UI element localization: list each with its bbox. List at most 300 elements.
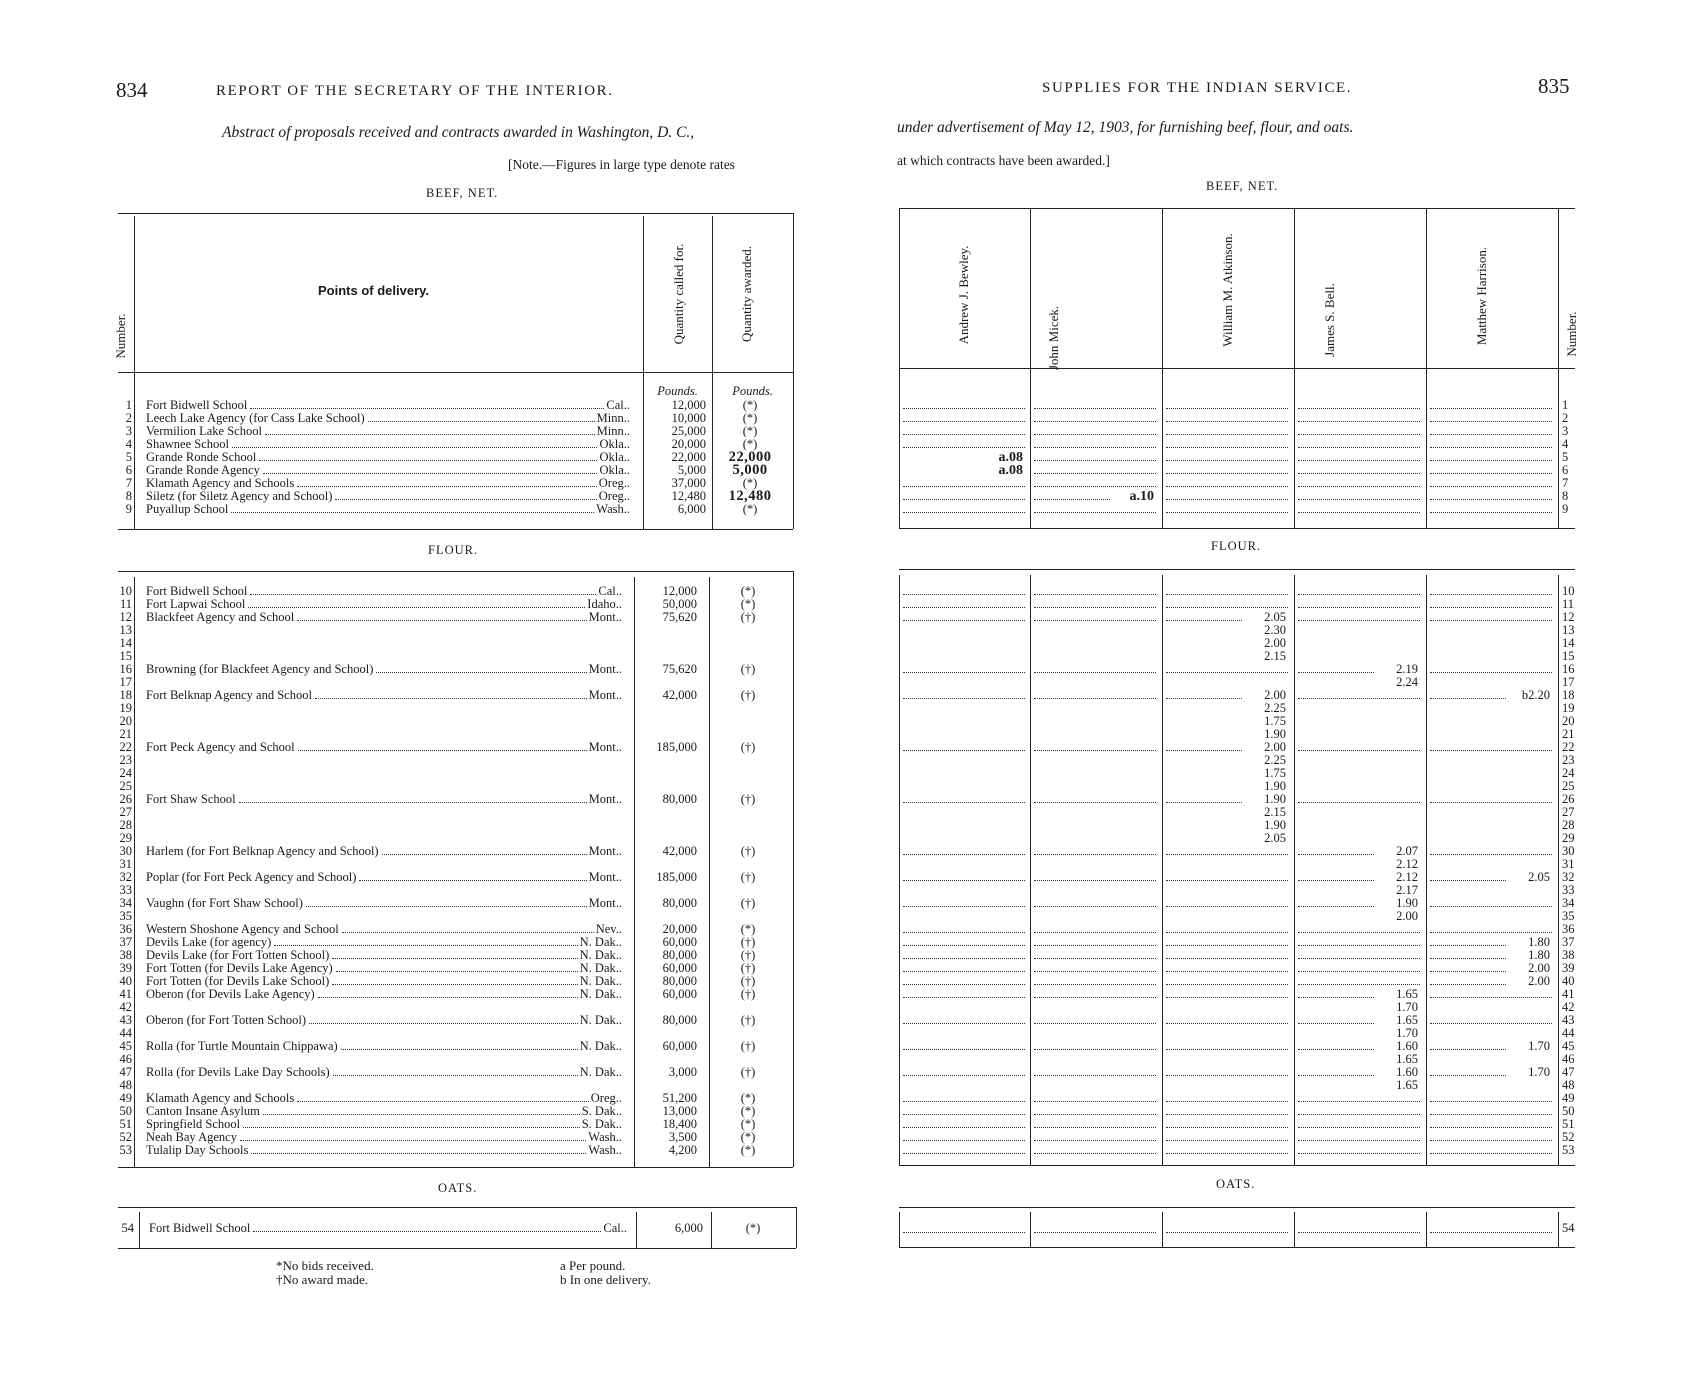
quantity-called: 75,620: [662, 662, 697, 676]
row-number: 19: [119, 701, 132, 715]
row-number: 21: [1562, 727, 1575, 741]
left-number-header: Number.: [113, 313, 128, 359]
empty-bid-cell: [903, 958, 1025, 959]
empty-bid-cell: [1034, 1023, 1156, 1024]
empty-bid-cell: [903, 434, 1025, 435]
empty-bid-cell: [1034, 607, 1156, 608]
bid-value: 2.15: [1264, 649, 1286, 663]
row-number: 21: [119, 727, 132, 741]
empty-bid-cell: [1166, 1140, 1288, 1141]
bid-value: 1.90: [1396, 896, 1418, 910]
quantity-called: 20,000: [662, 922, 697, 936]
delivery-point: [146, 490, 630, 503]
delivery-point: [146, 741, 622, 754]
left-title: Abstract of proposals received and contracts awarded in Washington, D. C.,: [222, 124, 695, 141]
bid-value: 2.00: [1528, 961, 1550, 975]
row-number: 25: [1562, 779, 1575, 793]
empty-bid-cell: [1430, 499, 1552, 500]
quantity-awarded: (†): [740, 1065, 756, 1079]
delivery-point: [146, 793, 622, 806]
quantity-awarded: (*): [740, 1091, 756, 1105]
quantity-awarded: (†): [740, 1013, 756, 1027]
leader-dots: [243, 1118, 580, 1128]
leader-dots: [248, 598, 585, 608]
empty-bid-cell: [1034, 421, 1156, 422]
quantity-awarded: 5,000: [732, 462, 768, 478]
row-number: 9: [1562, 502, 1569, 516]
bid-value: 1.70: [1396, 1026, 1418, 1040]
row-number: 19: [1562, 701, 1575, 715]
quantity-called: 60,000: [662, 1039, 697, 1053]
empty-bid-cell: [1298, 434, 1420, 435]
leader-dots: [297, 477, 597, 487]
quantity-called: 51,200: [662, 1091, 697, 1105]
leader-dots: [368, 412, 595, 422]
quantity-awarded: (*): [740, 597, 756, 611]
empty-bid-cell: [903, 1153, 1025, 1154]
empty-bid-cell: [1034, 698, 1156, 699]
empty-bid-cell: [1034, 620, 1156, 621]
empty-bid-cell: [1034, 434, 1156, 435]
leader-dots: [239, 793, 587, 803]
quantity-called: 3,000: [668, 1065, 697, 1079]
footnote-no-bids: *No bids received.: [276, 1258, 374, 1273]
empty-bid-cell: [1298, 594, 1420, 595]
bid-value: 2.30: [1264, 623, 1286, 637]
empty-bid-cell: [1430, 447, 1552, 448]
leader-dots: [333, 1066, 578, 1076]
row-number: 25: [119, 779, 132, 793]
bid-value: 2.24: [1396, 675, 1418, 689]
empty-bid-cell: [903, 698, 1025, 699]
delivery-point-name: Vermilion Lake School: [146, 425, 262, 438]
bid-value: 2.05: [1528, 870, 1550, 884]
row-number: 3: [1562, 424, 1569, 438]
bid-value: 2.00: [1264, 688, 1286, 702]
delivery-point: [146, 1092, 622, 1105]
bid-value: 2.05: [1264, 831, 1286, 845]
quantity-called: 185,000: [656, 870, 697, 884]
empty-bid-cell: [1034, 880, 1156, 881]
leader-dots: [306, 897, 587, 907]
footnote-one-delivery: b In one delivery.: [560, 1272, 651, 1287]
row-number: 36: [119, 922, 132, 936]
quantity-awarded: 22,000: [728, 449, 772, 465]
bid-value: 2.25: [1264, 753, 1286, 767]
row-number: 48: [119, 1078, 132, 1092]
row-number: 47: [1562, 1065, 1575, 1079]
empty-bid-cell: [1166, 880, 1288, 881]
quantity-awarded: (†): [740, 688, 756, 702]
delivery-point-name: Fort Belknap Agency and School: [146, 689, 312, 702]
delivery-point: [146, 464, 630, 477]
empty-bid-cell: [1034, 945, 1156, 946]
delivery-point: [146, 962, 622, 975]
empty-bid-cell: [1166, 854, 1288, 855]
empty-bid-cell: [1034, 971, 1156, 972]
empty-bid-cell: [903, 499, 1025, 500]
empty-bid-cell: [903, 1127, 1025, 1128]
bid-value: 1.70: [1528, 1065, 1550, 1079]
quantity-called: 42,000: [662, 688, 697, 702]
bid-value: a.10: [1129, 489, 1154, 504]
bid-value: 2.00: [1528, 974, 1550, 988]
empty-bid-cell: [1166, 1127, 1288, 1128]
empty-bid-cell: [903, 1114, 1025, 1115]
row-number: 4: [1562, 437, 1569, 451]
right-oats-heading: OATS.: [1216, 1177, 1256, 1191]
quantity-called: 12,000: [662, 584, 697, 598]
row-number: 27: [119, 805, 132, 819]
empty-bid-cell: [1166, 1232, 1288, 1233]
quantity-called: 6,000: [674, 1221, 703, 1235]
leader-dots: [342, 923, 594, 933]
delivery-point: [146, 399, 630, 412]
delivery-point-name: Fort Peck Agency and School: [146, 741, 295, 754]
empty-bid-cell: [1430, 434, 1552, 435]
delivery-point-name: Oberon (for Devils Lake Agency): [146, 988, 315, 1001]
row-number: 18: [119, 688, 132, 702]
left-running-head: REPORT OF THE SECRETARY OF THE INTERIOR.: [216, 83, 614, 99]
state: Oreg..: [598, 477, 630, 490]
row-number: 1: [1562, 398, 1569, 412]
bidder-header-5: Matthew Harrison.: [1474, 246, 1489, 346]
bid-value: 1.65: [1396, 1013, 1418, 1027]
empty-bid-cell: [1298, 945, 1420, 946]
state: Okla..: [599, 464, 630, 477]
footnote-no-award: †No award made.: [276, 1272, 369, 1287]
state: Wash..: [596, 503, 630, 516]
empty-bid-cell: [1034, 997, 1156, 998]
right-running-head: SUPPLIES FOR THE INDIAN SERVICE.: [1042, 80, 1353, 96]
row-number: 22: [119, 740, 132, 754]
delivery-point: [146, 845, 622, 858]
delivery-point-name: Rolla (for Devils Lake Day Schools): [146, 1066, 330, 1079]
leader-dots: [232, 438, 597, 448]
quantity-awarded: (†): [740, 974, 756, 988]
row-number: 52: [1562, 1130, 1575, 1144]
state: Mont..: [588, 845, 622, 858]
empty-bid-cell: [1166, 594, 1288, 595]
quantity-awarded: (*): [740, 922, 756, 936]
leader-dots: [359, 871, 586, 881]
row-number: 15: [119, 649, 132, 663]
quantity-awarded: (†): [740, 1039, 756, 1053]
bid-value: 2.15: [1264, 805, 1286, 819]
quantity-awarded: (*): [742, 424, 758, 438]
quantity-awarded: (†): [740, 870, 756, 884]
quantity-called: 80,000: [662, 896, 697, 910]
bid-value: b2.20: [1521, 688, 1550, 702]
row-number: 20: [1562, 714, 1575, 728]
row-number: 48: [1562, 1078, 1575, 1092]
delivery-point: [146, 689, 622, 702]
empty-bid-cell: [1298, 802, 1420, 803]
footnote-per-pound: a Per pound.: [560, 1258, 626, 1273]
quantity-called: 75,620: [662, 610, 697, 624]
delivery-point-name: Puyallup School: [146, 503, 229, 516]
bid-value: 1.60: [1396, 1065, 1418, 1079]
left-flour-heading: FLOUR.: [428, 543, 479, 557]
delivery-point-name: Fort Bidwell School: [146, 399, 248, 412]
quantity-awarded: (†): [740, 792, 756, 806]
empty-bid-cell: [903, 997, 1025, 998]
empty-bid-cell: [1034, 1153, 1156, 1154]
empty-bid-cell: [1430, 750, 1552, 751]
delivery-point: [146, 1040, 622, 1053]
empty-bid-cell: [1298, 408, 1420, 409]
empty-bid-cell: [1298, 1232, 1420, 1233]
empty-bid-cell: [903, 447, 1025, 448]
row-number: 8: [1562, 489, 1569, 503]
empty-bid-cell: [1298, 1114, 1420, 1115]
delivery-point-name: Oberon (for Fort Totten School): [146, 1014, 306, 1027]
empty-bid-cell: [903, 486, 1025, 487]
empty-bid-cell: [1430, 854, 1552, 855]
empty-bid-cell: [1166, 486, 1288, 487]
leader-dots: [251, 1144, 586, 1154]
quantity-awarded: (*): [742, 398, 758, 412]
empty-bid-cell: [1034, 1049, 1156, 1050]
delivery-point: [146, 988, 622, 1001]
row-number: 50: [1562, 1104, 1575, 1118]
empty-bid-cell: [1166, 607, 1288, 608]
row-number: 14: [119, 636, 132, 650]
quantity-called: 12,000: [671, 398, 706, 412]
row-number: 36: [1562, 922, 1575, 936]
state: S. Dak..: [581, 1118, 622, 1131]
row-number: 24: [119, 766, 132, 780]
left-oats-heading: OATS.: [438, 1181, 478, 1195]
row-number: 34: [1562, 896, 1575, 910]
empty-bid-cell: [1166, 1153, 1288, 1154]
empty-bid-cell: [1298, 486, 1420, 487]
row-number: 22: [1562, 740, 1575, 754]
row-number: 45: [119, 1039, 132, 1053]
delivery-point-name: Vaughn (for Fort Shaw School): [146, 897, 303, 910]
row-number: 28: [119, 818, 132, 832]
delivery-point: [146, 611, 622, 624]
row-number: 53: [1562, 1143, 1575, 1157]
bidder-header-3: William M. Atkinson.: [1220, 233, 1235, 347]
quantity-awarded: (†): [740, 961, 756, 975]
empty-bid-cell: [1034, 984, 1156, 985]
state: Mont..: [588, 689, 622, 702]
empty-bid-cell: [1034, 473, 1156, 474]
empty-bid-cell: [903, 1075, 1025, 1076]
delivery-point-name: Fort Totten (for Devils Lake School): [146, 975, 330, 988]
quantity-awarded: (*): [742, 437, 758, 451]
state: N. Dak..: [579, 936, 622, 949]
delivery-point: [146, 1131, 622, 1144]
delivery-point: [149, 1222, 627, 1235]
row-number: 49: [119, 1091, 132, 1105]
empty-bid-cell: [903, 607, 1025, 608]
empty-bid-cell: [903, 1140, 1025, 1141]
empty-bid-cell: [1430, 997, 1552, 998]
empty-bid-cell: [1166, 672, 1288, 673]
leader-dots: [382, 845, 587, 855]
pounds-called-unit: Pounds.: [657, 384, 698, 398]
row-number: 30: [119, 844, 132, 858]
empty-bid-cell: [903, 1023, 1025, 1024]
bid-value: 1.90: [1264, 779, 1286, 793]
leader-dots: [265, 425, 595, 435]
bid-value: 1.65: [1396, 987, 1418, 1001]
quantity-called: 4,200: [668, 1143, 697, 1157]
row-number: 5: [125, 450, 132, 464]
row-number: 40: [1562, 974, 1575, 988]
row-number: 12: [119, 610, 132, 624]
row-number: 10: [119, 584, 132, 598]
quantity-awarded: (†): [740, 896, 756, 910]
empty-bid-cell: [1430, 620, 1552, 621]
right-title: under advertisement of May 12, 1903, for furnishing beef, flour, and oats.: [897, 119, 1354, 136]
empty-bid-cell: [1298, 499, 1420, 500]
state: Okla..: [599, 451, 630, 464]
state: Minn..: [596, 412, 630, 425]
empty-bid-cell: [1034, 1114, 1156, 1115]
quantity-called: 13,000: [662, 1104, 697, 1118]
row-number: 2: [125, 411, 132, 425]
row-number: 17: [1562, 675, 1575, 689]
empty-bid-cell: [1034, 460, 1156, 461]
state: Minn..: [596, 425, 630, 438]
row-number: 16: [1562, 662, 1575, 676]
row-number: 42: [119, 1000, 132, 1014]
row-number: 15: [1562, 649, 1575, 663]
bid-value: a.08: [998, 463, 1023, 478]
delivery-point-name: Grande Ronde Agency: [146, 464, 260, 477]
row-number: 35: [1562, 909, 1575, 923]
quantity-awarded: (*): [740, 1117, 756, 1131]
state: Wash..: [588, 1144, 622, 1157]
empty-bid-cell: [1034, 750, 1156, 751]
quantity-awarded: (†): [740, 610, 756, 624]
delivery-point: [146, 1105, 622, 1118]
state: Oreg..: [598, 490, 630, 503]
row-number: 35: [119, 909, 132, 923]
empty-bid-cell: [1430, 1232, 1552, 1233]
quantity-called: 60,000: [662, 987, 697, 1001]
state: N. Dak..: [579, 949, 622, 962]
row-number: 13: [1562, 623, 1575, 637]
empty-bid-cell: [1430, 906, 1552, 907]
state: Cal..: [598, 585, 622, 598]
delivery-point: [146, 503, 630, 516]
row-number: 18: [1562, 688, 1575, 702]
row-number: 26: [119, 792, 132, 806]
bid-value: 1.80: [1528, 935, 1550, 949]
delivery-point: [146, 936, 622, 949]
state: Mont..: [588, 611, 622, 624]
row-number: 5: [1562, 450, 1569, 464]
leader-dots: [263, 464, 598, 474]
row-number: 27: [1562, 805, 1575, 819]
right-flour-heading: FLOUR.: [1211, 539, 1262, 553]
row-number: 54: [1562, 1221, 1575, 1235]
bidder-header-4: James S. Bell.: [1322, 283, 1337, 357]
empty-bid-cell: [903, 620, 1025, 621]
delivery-point-name: Klamath Agency and Schools: [146, 1092, 295, 1105]
leader-dots: [298, 741, 587, 751]
row-number: 29: [119, 831, 132, 845]
right-number-header: Number.: [1564, 311, 1579, 357]
state: N. Dak..: [579, 988, 622, 1001]
bidder-header-1: Andrew J. Bewley.: [956, 245, 971, 345]
row-number: 40: [119, 974, 132, 988]
state: Mont..: [588, 793, 622, 806]
row-number: 32: [119, 870, 132, 884]
empty-bid-cell: [1430, 421, 1552, 422]
state: Idaho..: [587, 598, 622, 611]
quantity-called: 80,000: [662, 948, 697, 962]
delivery-point-name: Devils Lake (for agency): [146, 936, 272, 949]
row-number: 32: [1562, 870, 1575, 884]
empty-bid-cell: [1298, 698, 1420, 699]
empty-bid-cell: [1430, 1101, 1552, 1102]
empty-bid-cell: [1430, 1114, 1552, 1115]
empty-bid-cell: [1034, 1101, 1156, 1102]
left-page-number: 834: [116, 78, 148, 102]
row-number: 28: [1562, 818, 1575, 832]
empty-bid-cell: [1166, 447, 1288, 448]
quantity-called: 60,000: [662, 935, 697, 949]
empty-bid-cell: [903, 408, 1025, 409]
leader-dots: [341, 1040, 578, 1050]
row-number: 12: [1562, 610, 1575, 624]
row-number: 7: [125, 476, 132, 490]
empty-bid-cell: [1298, 1153, 1420, 1154]
right-beef-heading: BEEF, NET.: [1206, 179, 1279, 193]
bid-value: 2.17: [1396, 883, 1418, 897]
empty-bid-cell: [1166, 997, 1288, 998]
empty-bid-cell: [1166, 971, 1288, 972]
left-beef-heading: BEEF, NET.: [426, 186, 499, 200]
quantity-awarded: (*): [745, 1221, 761, 1235]
leader-dots: [315, 689, 587, 699]
row-number: 50: [119, 1104, 132, 1118]
bid-value: 2.12: [1396, 857, 1418, 871]
empty-bid-cell: [1298, 958, 1420, 959]
bid-value: 2.05: [1264, 610, 1286, 624]
quantity-called: 25,000: [671, 424, 706, 438]
leader-dots: [259, 451, 597, 461]
bid-value: 1.65: [1396, 1052, 1418, 1066]
quantity-awarded: (*): [742, 411, 758, 425]
empty-bid-cell: [1034, 594, 1156, 595]
quantity-called: 22,000: [671, 450, 706, 464]
row-number: 29: [1562, 831, 1575, 845]
bid-value: 1.60: [1396, 1039, 1418, 1053]
state: Cal..: [606, 399, 630, 412]
empty-bid-cell: [1034, 802, 1156, 803]
bid-value: 2.12: [1396, 870, 1418, 884]
row-number: 11: [119, 597, 132, 611]
row-number: 53: [119, 1143, 132, 1157]
row-number: 46: [1562, 1052, 1575, 1066]
delivery-point-name: Blackfeet Agency and School: [146, 611, 295, 624]
row-number: 49: [1562, 1091, 1575, 1105]
row-number: 39: [119, 961, 132, 975]
bid-value: 2.00: [1264, 636, 1286, 650]
row-number: 2: [1562, 411, 1569, 425]
quantity-called: 80,000: [662, 1013, 697, 1027]
state: S. Dak..: [581, 1105, 622, 1118]
empty-bid-cell: [1166, 1101, 1288, 1102]
delivery-point-name: Fort Lapwai School: [146, 598, 246, 611]
row-number: 54: [121, 1221, 134, 1235]
